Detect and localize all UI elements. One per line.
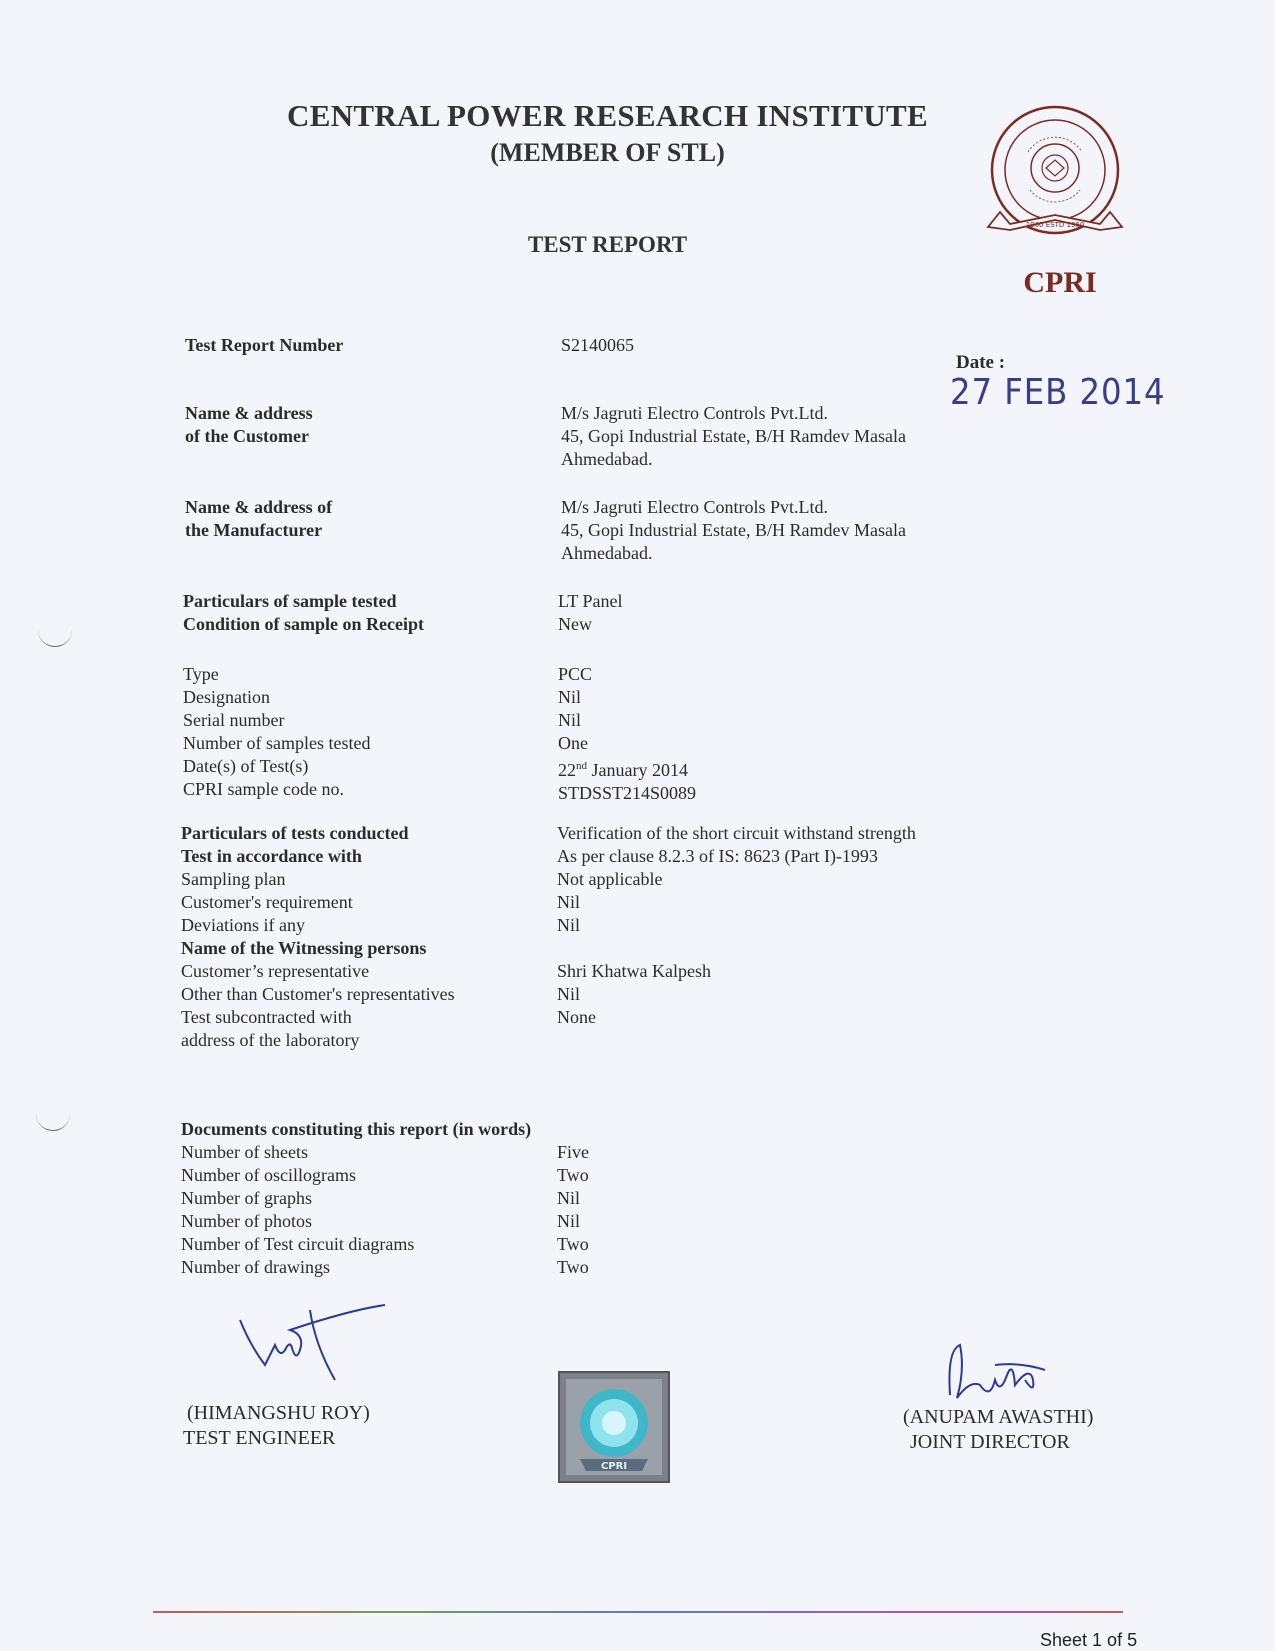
svg-text:1960 ESTD 1960: 1960 ESTD 1960: [1025, 221, 1085, 229]
engineer-signature: [230, 1300, 400, 1385]
manufacturer-address: M/s Jagruti Electro Controls Pvt.Ltd. 45, Gopi Industrial Estate, B/H Ramdev Masala Ahmedabad.: [561, 497, 906, 563]
director-name: (ANUPAM AWASTHI): [903, 1406, 1094, 1428]
tests-values: Verification of the short circuit withstand strength As per clause 8.2.3 of IS: 8623 (Part I)-1993 Not applicable Nil Nil Shri Khatwa Kalpesh Nil None: [557, 823, 916, 1027]
sample-values: LT Panel New: [558, 591, 623, 634]
cpri-hologram-seal: [558, 1371, 670, 1483]
report-number-label: Test Report Number: [185, 335, 344, 355]
customer-address: M/s Jagruti Electro Controls Pvt.Ltd. 45, Gopi Industrial Estate, B/H Ramdev Masala Ahmedabad.: [561, 403, 906, 469]
institute-name: CENTRAL POWER RESEARCH INSTITUTE: [287, 98, 928, 133]
svg-text:CPRI: CPRI: [600, 1461, 628, 1472]
sheet-number: Sheet 1 of 5: [1040, 1630, 1138, 1650]
documents-values: Five Two Nil Nil Two Two: [557, 1142, 590, 1277]
date-label: Date :: [956, 352, 1006, 373]
cpri-seal-logo: [980, 102, 1130, 252]
punch-hole-mark: [36, 1112, 70, 1131]
cpri-logo-wordmark: CPRI: [1023, 266, 1097, 299]
documents-heading: Documents constituting this report (in words): [181, 1119, 532, 1139]
director-signature: [935, 1340, 1055, 1405]
engineer-name: (HIMANGSHU ROY): [187, 1402, 370, 1424]
documents-labels: Number of sheets Number of oscillograms Number of graphs Number of photos Number of Test circuit diagrams Number of drawings: [181, 1142, 415, 1277]
institute-membership: (MEMBER OF STL): [490, 138, 725, 167]
sample-detail-values: PCC Nil Nil One 22nd January 2014 STDSST214S0089: [558, 664, 697, 803]
director-title: JOINT DIRECTOR: [910, 1431, 1070, 1453]
sample-detail-labels: Type Designation Serial number Number of samples tested Date(s) of Test(s) CPRI sample code no.: [183, 664, 371, 799]
footer-rule: [153, 1611, 1123, 1613]
engineer-title: TEST ENGINEER: [183, 1427, 336, 1449]
manufacturer-label: Name & address of the Manufacturer: [185, 497, 333, 540]
document-title: TEST REPORT: [527, 232, 688, 257]
punch-hole-mark: [38, 628, 72, 647]
tests-labels: Particulars of tests conducted Test in accordance with Sampling plan Customer's requirement Deviations if any Name of the Witnessing persons Customer’s representative Other than Customer's representatives Test subcontracted with address of the laboratory: [181, 823, 455, 1050]
sample-labels: Particulars of sample tested Condition of sample on Receipt: [183, 591, 425, 634]
date-stamp: 27 FEB 2014: [950, 372, 1166, 413]
report-number-value: S2140065: [561, 335, 635, 355]
customer-label: Name & address of the Customer: [185, 403, 313, 446]
